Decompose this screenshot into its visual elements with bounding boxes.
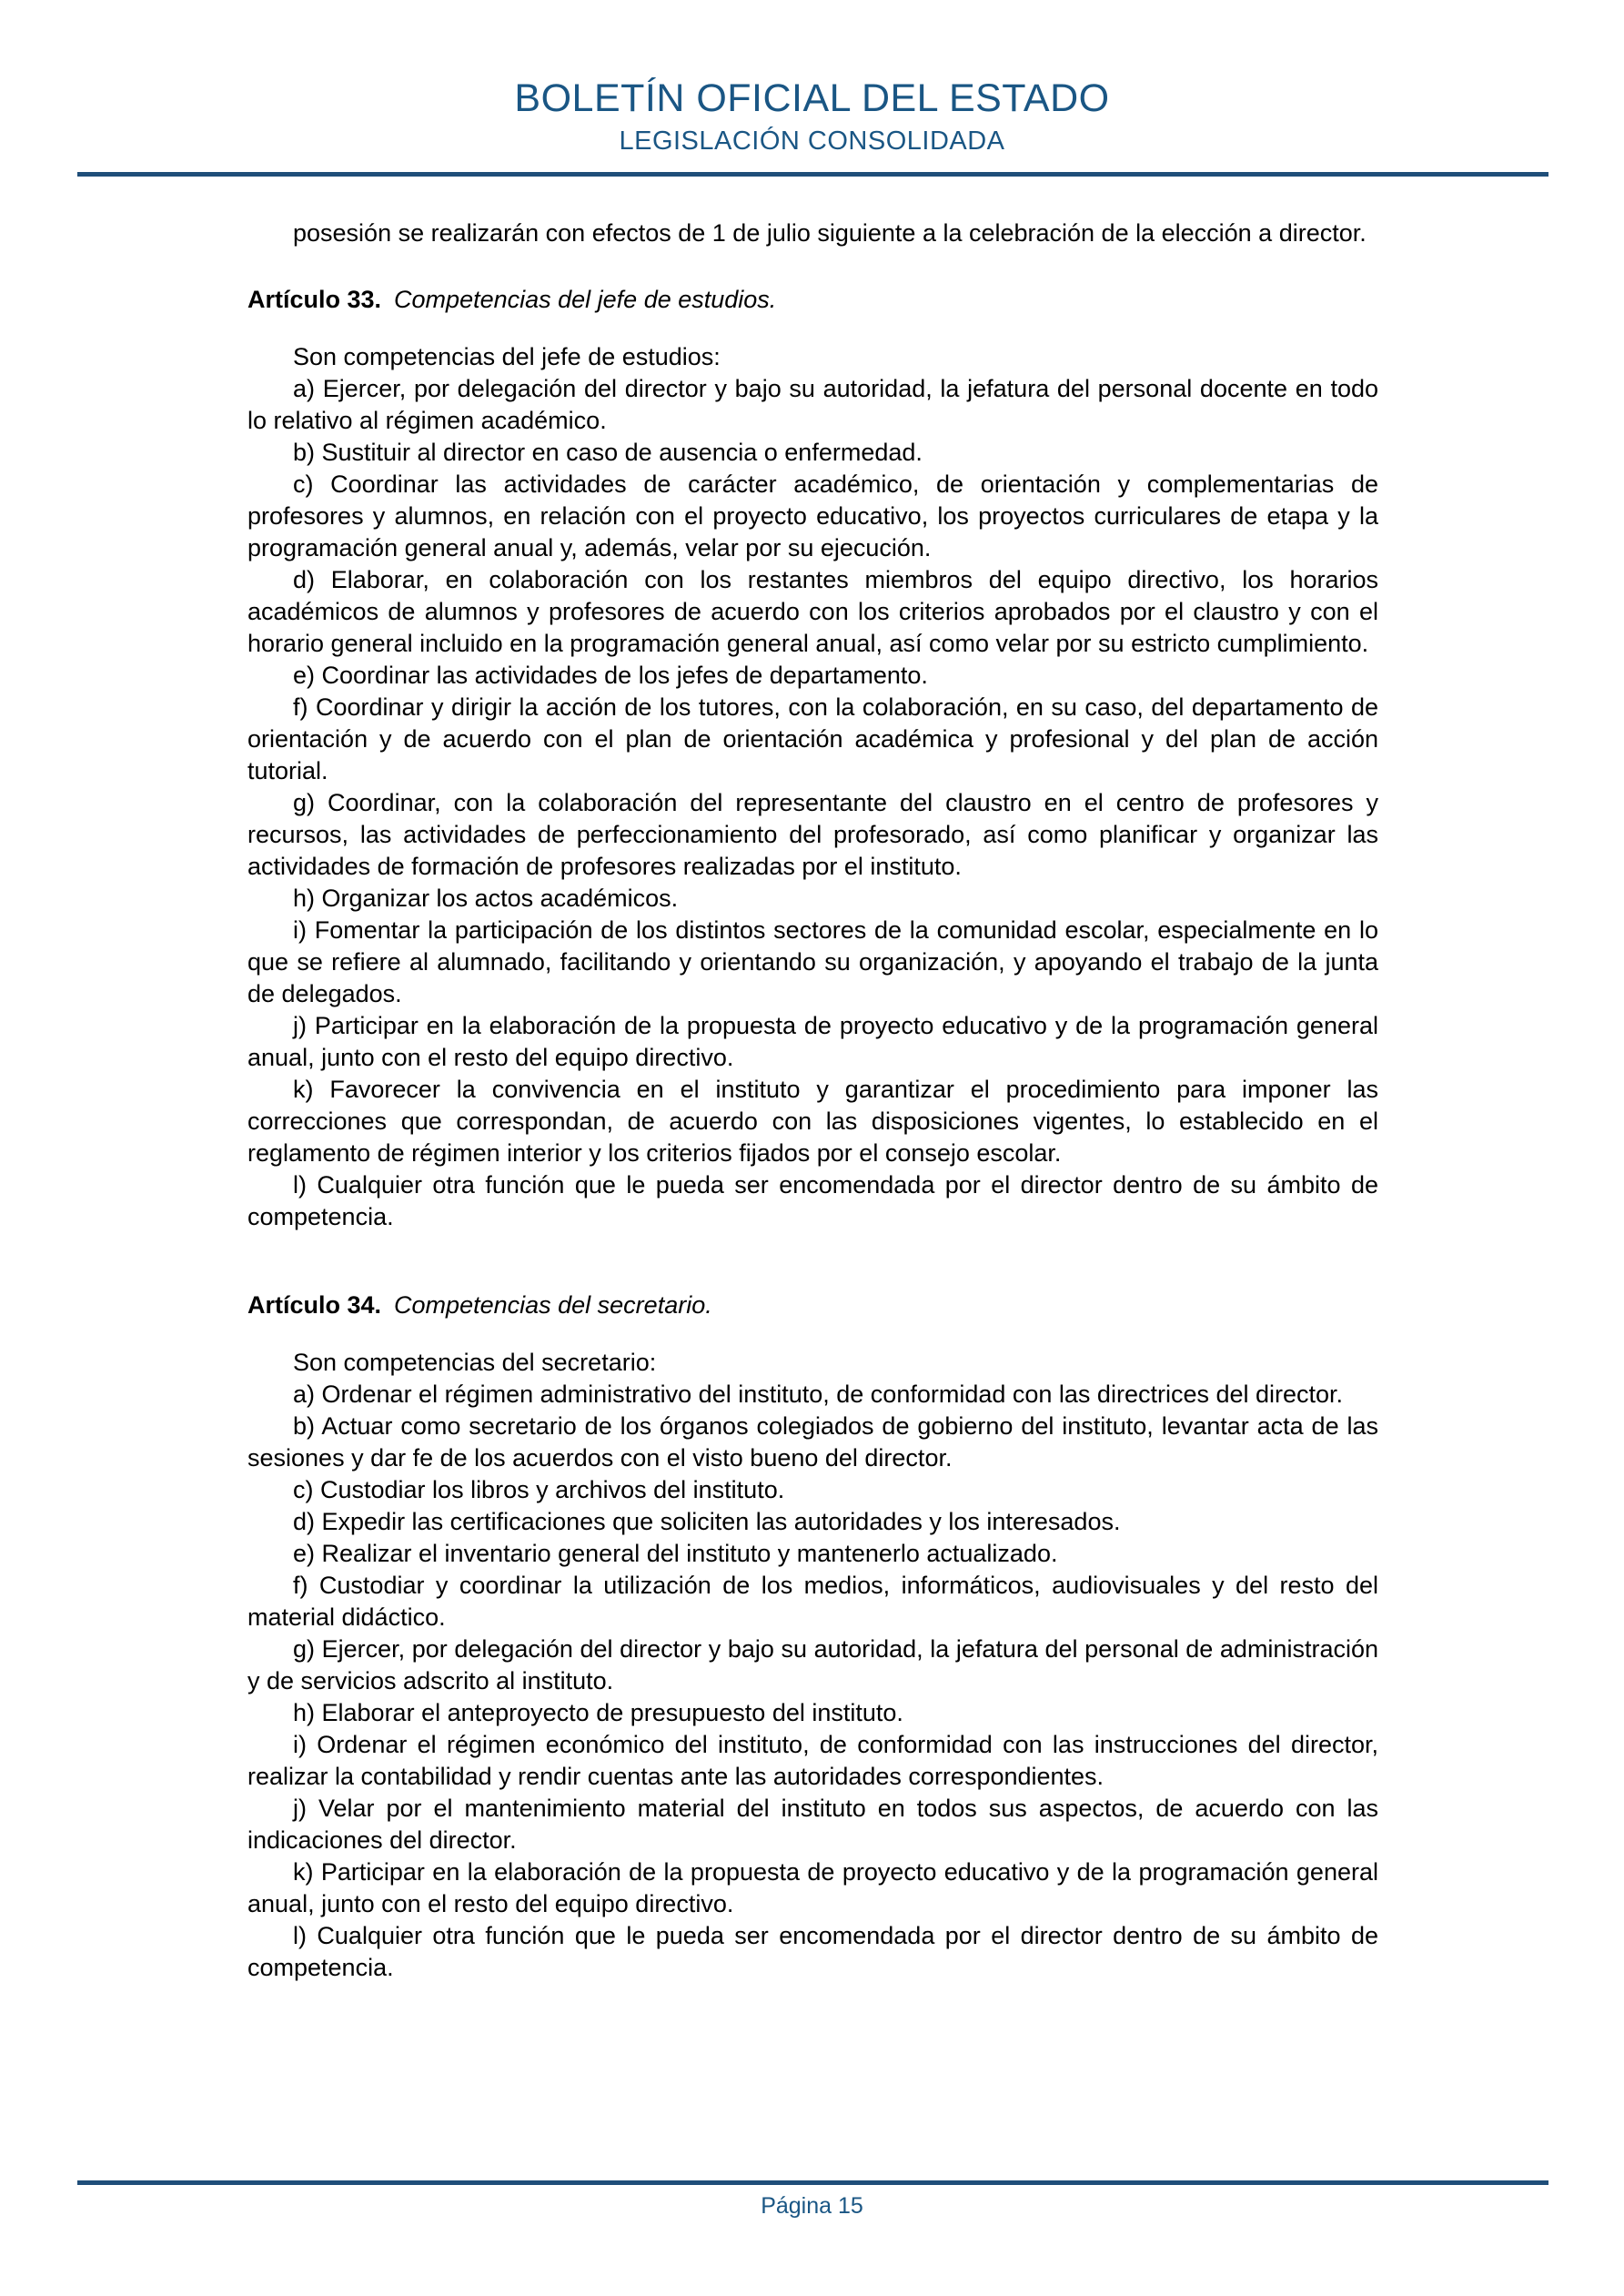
intro-paragraph: posesión se realizarán con efectos de 1 de julio siguiente a la celebración de la elección a director. — [293, 218, 1367, 247]
header-rule — [77, 172, 1548, 177]
article-33-item-b: b) Sustituir al director en caso de ausencia o enfermedad. — [293, 438, 923, 466]
article-34-lead: Son competencias del secretario: — [293, 1348, 657, 1376]
page-header — [0, 0, 1624, 157]
article-33-item-d: d) Elaborar, en colaboración con los restantes miembros del equipo directivo, los horarios académicos de alumnos y profesores de acuerdo con los criterios aprobados por el claustro y con el horario general incluido en la programación general anual, así como velar por su estricto cumplimiento. — [247, 565, 1378, 657]
article-34-item-i: i) Ordenar el régimen económico del instituto, de conformidad con las instrucciones del director, realizar la contabilidad y rendir cuentas ante las autoridades correspondientes. — [247, 1730, 1378, 1790]
boe-title: BOLETÍN OFICIAL DEL ESTADO — [514, 76, 1110, 120]
article-34-item-a: a) Ordenar el régimen administrativo del instituto, de conformidad con las directrices del director. — [293, 1380, 1344, 1408]
article-34-item-k: k) Participar en la elaboración de la propuesta de proyecto educativo y de la programación general anual, junto con el resto del equipo directivo. — [247, 1857, 1378, 1917]
article-33-lead: Son competencias del jefe de estudios: — [293, 342, 721, 370]
article-34-title: Competencias del secretario. — [394, 1290, 712, 1319]
page-number: Página 15 — [761, 2193, 863, 2219]
article-34-item-b: b) Actuar como secretario de los órganos colegiados de gobierno del instituto, levantar acta de las sesiones y dar fe de los acuerdos con el visto bueno del director. — [247, 1411, 1378, 1472]
article-33-item-g: g) Coordinar, con la colaboración del representante del claustro en el centro de profesores y recursos, las actividades de perfeccionamiento del profesorado, así como planificar y organizar las actividades de formación de profesores realizadas por el instituto. — [247, 788, 1378, 880]
article-33-item-h: h) Organizar los actos académicos. — [293, 884, 679, 912]
footer-rule — [77, 2180, 1548, 2185]
article-34-item-e: e) Realizar el inventario general del instituto y mantenerlo actualizado. — [293, 1539, 1058, 1567]
article-33-number: Artículo 33. — [247, 285, 382, 313]
document-body — [247, 217, 1378, 1984]
article-33-item-a: a) Ejercer, por delegación del director y bajo su autoridad, la jefatura del personal docente en todo lo relativo al régimen académico. — [247, 374, 1378, 434]
article-34-item-f: f) Custodiar y coordinar la utilización de los medios, informáticos, audiovisuales y del resto del material didáctico. — [247, 1571, 1378, 1631]
article-34-number: Artículo 34. — [247, 1290, 382, 1319]
article-34-item-g: g) Ejercer, por delegación del director y bajo su autoridad, la jefatura del personal de administración y de servicios adscrito al instituto. — [247, 1634, 1378, 1694]
article-34-item-l: l) Cualquier otra función que le pueda ser encomendada por el director dentro de su ámbito de competencia. — [247, 1921, 1378, 1981]
article-33-item-l: l) Cualquier otra función que le pueda ser encomendada por el director dentro de su ámbito de competencia. — [247, 1170, 1378, 1230]
article-33-item-e: e) Coordinar las actividades de los jefes de departamento. — [293, 661, 928, 689]
article-34-item-c: c) Custodiar los libros y archivos del instituto. — [293, 1475, 785, 1503]
article-33-item-i: i) Fomentar la participación de los distintos sectores de la comunidad escolar, especialmente en lo que se refiere al alumnado, facilitando y orientando su organización, y apoyando el trabajo de la junta de delegados. — [247, 915, 1378, 1007]
article-34-item-j: j) Velar por el mantenimiento material del instituto en todos sus aspectos, de acuerdo con las indicaciones del director. — [247, 1794, 1378, 1854]
article-33-item-f: f) Coordinar y dirigir la acción de los tutores, con la colaboración, en su caso, del departamento de orientación y de acuerdo con el plan de orientación académica y profesional y del plan de acción tutorial. — [247, 693, 1378, 784]
boe-subtitle: LEGISLACIÓN CONSOLIDADA — [619, 126, 1005, 157]
article-33-heading — [247, 284, 1378, 316]
article-34-item-d: d) Expedir las certificaciones que soliciten las autoridades y los interesados. — [293, 1507, 1121, 1535]
article-34-item-h: h) Elaborar el anteproyecto de presupuesto del instituto. — [293, 1698, 903, 1726]
article-33-item-c: c) Coordinar las actividades de carácter académico, de orientación y complementarias de profesores y alumnos, en relación con el proyecto educativo, los proyectos curriculares de etapa y la programación general anual y, además, velar por su ejecución. — [247, 470, 1378, 561]
article-33-title: Competencias del jefe de estudios. — [394, 285, 777, 313]
article-33-item-k: k) Favorecer la convivencia en el instituto y garantizar el procedimiento para imponer las correcciones que correspondan, de acuerdo con las disposiciones vigentes, lo establecido en el reglamento de régimen interior y los criterios fijados por el consejo escolar. — [247, 1075, 1378, 1167]
article-34-heading — [247, 1290, 1378, 1321]
article-33-item-j: j) Participar en la elaboración de la propuesta de proyecto educativo y de la programación general anual, junto con el resto del equipo directivo. — [247, 1011, 1378, 1071]
